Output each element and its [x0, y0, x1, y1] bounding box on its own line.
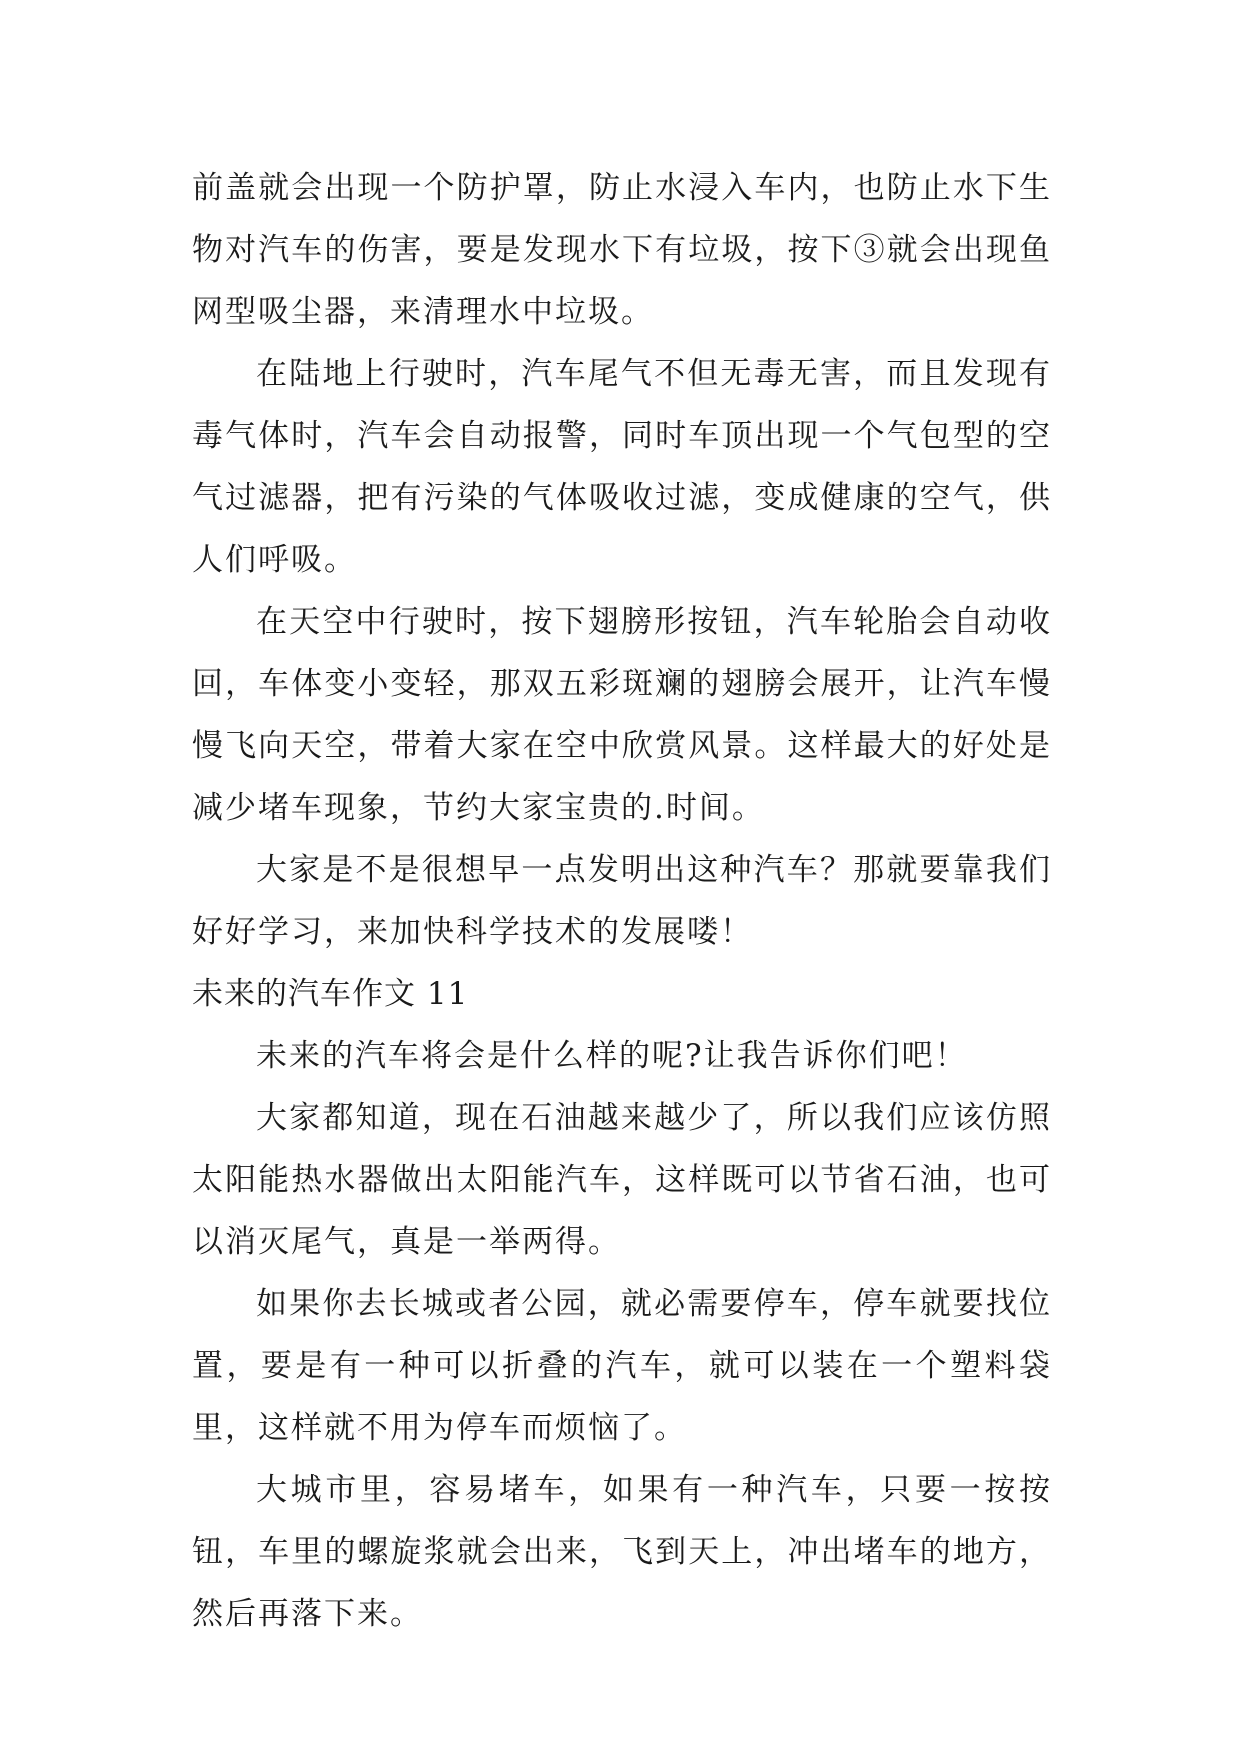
essay-heading: 未来的汽车作文 11	[192, 976, 469, 1012]
paragraph-solar-car: 大家都知道，现在石油越来越少了，所以我们应该仿照太阳能热水器做出太阳能汽车，这样既可以节省石油，也可以消灭尾气，真是一举两得。	[192, 1100, 1052, 1260]
paragraph-intro: 未来的汽车将会是什么样的呢?让我告诉你们吧！	[256, 1038, 968, 1074]
document-body	[192, 157, 1052, 1645]
paragraph-land-driving: 在陆地上行驶时，汽车尾气不但无毒无害，而且发现有毒气体时，汽车会自动报警，同时车顶出现一个气包型的空气过滤器，把有污染的气体吸收过滤，变成健康的空气，供人们呼吸。	[192, 356, 1052, 578]
paragraph-flying-car: 大城市里，容易堵车，如果有一种汽车，只要一按按钮，车里的螺旋浆就会出来，飞到天上，冲出堵车的地方，然后再落下来。	[192, 1472, 1052, 1632]
paragraph-folding-car: 如果你去长城或者公园，就必需要停车，停车就要找位置，要是有一种可以折叠的汽车，就可以装在一个塑料袋里，这样就不用为停车而烦恼了。	[192, 1286, 1052, 1446]
paragraph-underwater-continued: 前盖就会出现一个防护罩，防止水浸入车内，也防止水下生物对汽车的伤害，要是发现水下有垃圾，按下③就会出现鱼网型吸尘器，来清理水中垃圾。	[192, 170, 1052, 330]
paragraph-sky-driving: 在天空中行驶时，按下翅膀形按钮，汽车轮胎会自动收回，车体变小变轻，那双五彩斑斓的翅膀会展开，让汽车慢慢飞向天空，带着大家在空中欣赏风景。这样最大的好处是减少堵车现象，节约大家宝贵的.时间。	[192, 604, 1052, 826]
paragraph-conclusion: 大家是不是很想早一点发明出这种汽车？那就要靠我们好好学习，来加快科学技术的发展喽！	[192, 852, 1052, 950]
